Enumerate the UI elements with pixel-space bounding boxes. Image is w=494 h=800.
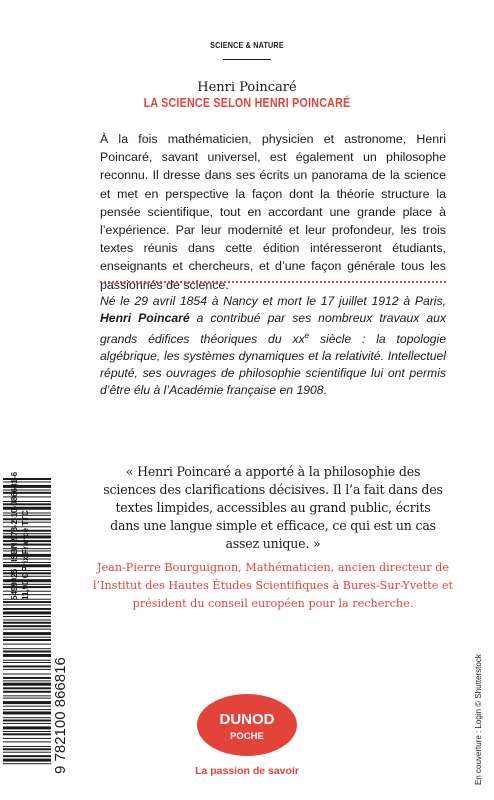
barcode-bar — [3, 503, 51, 505]
barcode-bar — [3, 698, 51, 699]
barcode-bar — [3, 572, 51, 574]
barcode-bar — [3, 540, 51, 542]
barcode-bar — [3, 530, 51, 532]
barcode-bar — [3, 665, 51, 667]
logo-brand: DUNOD — [219, 711, 275, 728]
barcode-bars — [3, 478, 51, 764]
back-cover-blurb: À la fois mathématicien, physicien et astronome, Henri Poincaré, savant universel, est également un philosophe reconnu. Il dresse dans ses écrits un panorama de la science et met en perspective la façon dont la théorie structure la pensée scientifique, tout en accordant une grande place à l’expérience. Par leur modernité et leur profondeur, les trois textes réunis dans cette édition intéresseront étudiants, enseignants et chercheurs, et d’une façon générale tous les passionnés de science. — [100, 132, 446, 292]
barcode-bar — [3, 478, 51, 480]
barcode-bar — [3, 544, 51, 546]
barcode-bar — [3, 564, 51, 567]
barcode-bar — [3, 755, 51, 757]
barcode-bar — [3, 601, 51, 603]
barcode-bar — [3, 616, 51, 617]
barcode-bar — [3, 513, 51, 514]
barcode-bar — [3, 731, 51, 732]
barcode-bar — [3, 738, 51, 739]
barcode-bar — [3, 579, 51, 582]
barcode-bar — [3, 492, 51, 494]
barcode-bar — [3, 501, 51, 502]
barcode-bar — [3, 654, 51, 657]
publisher-tagline: La passion de savoir — [195, 765, 299, 777]
barcode-bar — [3, 717, 51, 718]
barcode-bar — [3, 622, 51, 624]
barcode-bar — [3, 515, 51, 516]
logo-sub: POCHE — [230, 731, 264, 742]
barcode-bar — [3, 651, 51, 653]
quote-attribution: Jean-Pierre Bourguignon, Mathématicien, ancien directeur de l’Institut des Hautes Études Scientifiques à Bures-Sur-Yvette et président du conseil européen pour la recherche. — [92, 561, 454, 610]
book-title: LA SCIENCE SELON HENRI POINCARÉ — [143, 95, 351, 110]
barcode-bar — [3, 733, 51, 735]
bio-century: xx — [292, 332, 305, 347]
barcode-bar — [3, 548, 51, 549]
barcode-bar — [3, 662, 51, 663]
barcode-bar — [3, 576, 51, 577]
barcode-bar — [3, 481, 51, 482]
barcode-bar — [3, 526, 51, 527]
barcode-bar — [3, 550, 51, 551]
author-bio — [100, 293, 446, 399]
barcode-bar — [3, 591, 51, 592]
barcode-bar — [3, 608, 51, 610]
barcode-bar — [3, 691, 51, 693]
barcode-bar — [3, 752, 51, 753]
barcode-bar — [3, 723, 51, 724]
barcode-bar — [3, 533, 51, 534]
barcode-bar — [3, 706, 51, 707]
barcode-bar — [3, 746, 51, 747]
pull-quote: « Henri Poincaré a apporté à la philosophie des sciences des clarifications décisives. Il l’a fait dans des textes limpides, accessibles au grand public, écrits dans une langue simple et efficace, ce qui est un cas assez unique. » — [103, 464, 443, 551]
barcode-bar — [3, 680, 51, 681]
barcode-bar — [3, 518, 51, 520]
barcode-bar — [3, 711, 51, 714]
author-name: Henri Poincaré — [197, 80, 297, 95]
dunod-poche-logo — [193, 693, 301, 759]
series-label: SCIENCE & NATURE — [210, 40, 284, 50]
cover-credit: En couverture : Login © Shutterstock — [474, 654, 483, 785]
barcode-bar — [3, 741, 51, 742]
barcode-bar — [3, 536, 51, 539]
barcode-bar — [3, 709, 51, 710]
barcode-bar — [3, 629, 51, 630]
barcode-bar — [3, 599, 51, 600]
barcode-bar — [3, 586, 51, 588]
bio-text-1: Né le 29 avril 1854 à Nancy et mort le 17 juillet 1912 à Paris, — [100, 294, 446, 308]
barcode-bar — [3, 695, 51, 696]
barcode-bar — [3, 660, 51, 661]
barcode-bar — [3, 669, 51, 670]
barcode-bar — [3, 748, 51, 750]
barcode-bar — [3, 611, 51, 614]
bio-text-2: a contribué par ses nombreux travaux aux grands édifices théoriques du — [100, 311, 446, 347]
barcode-bar — [3, 619, 51, 620]
barcode-digits: 9 782100 866816 — [52, 657, 69, 774]
series-rule — [223, 59, 271, 60]
barcode-bar — [3, 637, 51, 638]
barcode-bar — [3, 644, 51, 645]
barcode-bar — [3, 677, 51, 679]
barcode-bar — [3, 726, 51, 729]
bio-century-sup: e — [304, 331, 310, 340]
barcode-bar — [3, 522, 51, 523]
dotted-divider — [100, 281, 446, 283]
barcode-bar — [3, 625, 51, 627]
barcode-bar — [3, 562, 51, 563]
bio-author-name: Henri Poincaré — [100, 311, 190, 325]
barcode-bar — [3, 639, 51, 641]
barcode-bar — [3, 490, 51, 491]
barcode-bar — [3, 507, 51, 510]
barcode-bar — [3, 496, 51, 497]
barcode-bar — [3, 701, 51, 704]
barcode-bar — [3, 594, 51, 595]
barcode-bar — [3, 554, 51, 557]
barcode-bar — [3, 485, 51, 488]
bio-text-3: siècle : la topologie algébrique, les systèmes dynamiques et la relativité. Intellectuel réputé, ses ouvrages de philosophie scientifique lui ont permis d’être élu à l’Académie française en 1908. — [100, 332, 447, 398]
barcode-bar — [3, 605, 51, 606]
barcode-bar — [3, 720, 51, 722]
barcode-bar — [3, 683, 51, 686]
barcode-bar — [3, 559, 51, 560]
barcode-bar — [3, 648, 51, 649]
barcode-bar — [3, 674, 51, 675]
barcode-bar — [3, 632, 51, 635]
barcode-bar — [3, 570, 51, 571]
barcode-bar — [3, 584, 51, 585]
barcode-bar — [3, 687, 51, 689]
barcode — [3, 474, 69, 788]
barcode-bar — [3, 759, 51, 762]
